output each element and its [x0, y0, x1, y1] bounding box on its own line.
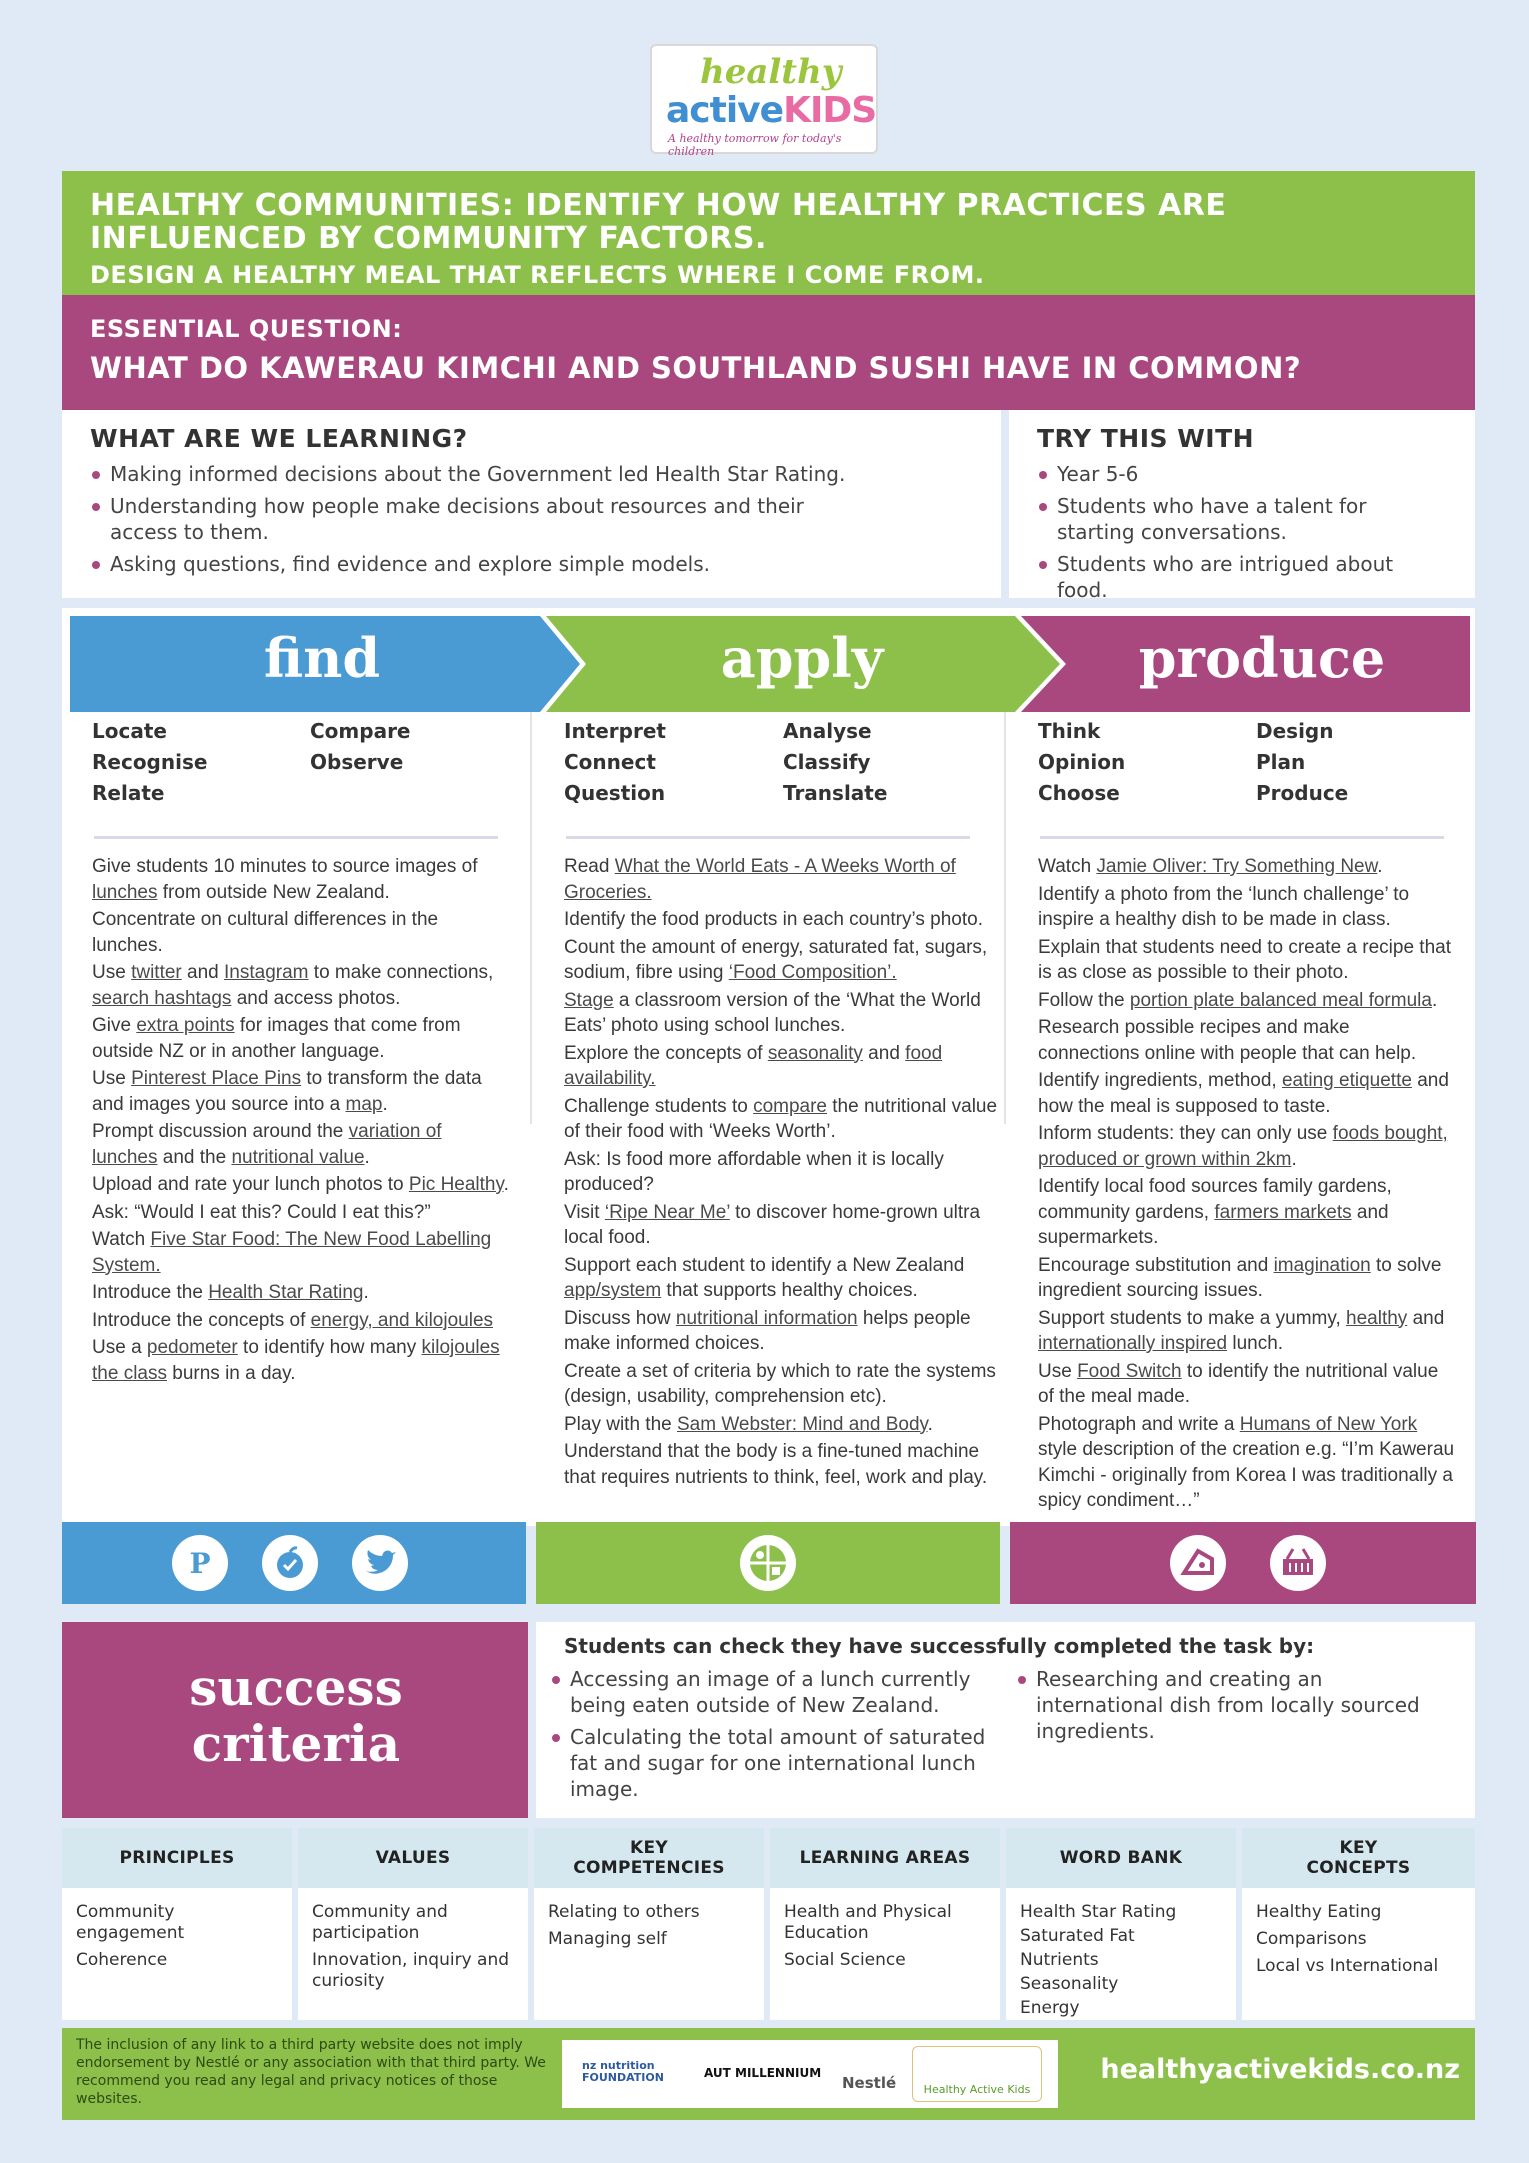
- activity-link[interactable]: energy, and kilojoules: [310, 1309, 494, 1331]
- activity-item: [1038, 1412, 1456, 1514]
- activity-item: [1038, 1306, 1456, 1357]
- activity-link[interactable]: Humans of New York: [1239, 1413, 1418, 1435]
- activity-link[interactable]: Health Star Rating: [208, 1282, 364, 1303]
- nz-nutrition-foundation-logo: nz nutrition FOUNDATION: [582, 2059, 664, 2084]
- find-apply-produce-section: [62, 608, 1475, 1526]
- activity-item: [92, 1335, 512, 1386]
- activity-text: .: [364, 1146, 370, 1168]
- activity-item: [1038, 988, 1456, 1014]
- activity-text: Concentrate on cultural differences in the lunches.: [92, 909, 439, 956]
- activity-item: [1038, 1174, 1456, 1251]
- activity-link[interactable]: Five Star Food: The New Food Labelling System.: [92, 1229, 492, 1276]
- list-item: Understanding how people make decisions about resources and their access to them.: [90, 493, 973, 545]
- activity-item: [564, 1359, 1000, 1410]
- try-this-box: [1009, 410, 1475, 602]
- activity-text: Discuss how: [564, 1307, 676, 1329]
- activity-link[interactable]: search hashtags: [92, 987, 232, 1009]
- page-subtitle: DESIGN A HEALTHY MEAL THAT REFLECTS WHERE I COME FROM.: [90, 261, 985, 289]
- produce-verbs-left: Think Opinion Choose: [1038, 719, 1126, 805]
- activity-item: [1038, 1253, 1456, 1304]
- activity-text: and: [181, 962, 225, 983]
- stage-label-produce: produce: [1138, 626, 1386, 690]
- activity-link[interactable]: extra points: [136, 1015, 235, 1036]
- logo-word-active-kids: activeKIDS: [666, 90, 877, 131]
- activity-text: Understand that the body is a fine-tuned machine that requires nutrients to think, feel, work and play.: [564, 1441, 988, 1488]
- table-header-key-concepts: KEY CONCEPTS: [1242, 1828, 1475, 1888]
- activity-text: from outside New Zealand.: [157, 881, 390, 903]
- activity-text: Prompt discussion around the: [92, 1121, 349, 1142]
- activity-item: [1038, 882, 1456, 933]
- activity-text: to identify how many: [237, 1337, 422, 1358]
- activity-item: [1038, 1359, 1456, 1410]
- activity-text: Inform students: they can only use: [1038, 1123, 1333, 1144]
- activity-item: [564, 1147, 1000, 1198]
- activity-item: [564, 1253, 1000, 1304]
- learning-box: [62, 410, 1001, 598]
- activity-text: the nutritional value of their food with ‘Weeks Worth’.: [564, 1095, 998, 1142]
- activity-link[interactable]: eating etiquette: [1281, 1070, 1412, 1091]
- activity-link[interactable]: compare: [753, 1095, 827, 1117]
- activity-text: Count the amount of energy, saturated fat, sugars, sodium, fibre using: [564, 936, 988, 983]
- activity-text: Give students 10 minutes to source images of: [92, 856, 478, 877]
- list-item: Year 5-6: [1037, 461, 1447, 487]
- activity-text: Visit: [564, 1201, 605, 1223]
- activity-link[interactable]: foods bought, produced or grown within 2km: [1038, 1123, 1448, 1170]
- pinterest-icon[interactable]: P: [172, 1535, 228, 1591]
- success-list-left: [550, 1666, 990, 1808]
- activity-text: Identify local food sources family gardens, community gardens,: [1038, 1176, 1392, 1223]
- activity-text: burns in a day.: [166, 1362, 296, 1384]
- activity-link[interactable]: Jamie Oliver: Try Something New: [1096, 856, 1378, 877]
- activity-link[interactable]: Sam Webster: Mind and Body: [677, 1413, 928, 1435]
- success-list-right: [1016, 1666, 1436, 1750]
- list-item: Asking questions, find evidence and explore simple models.: [90, 551, 973, 577]
- activity-link[interactable]: app/system: [564, 1280, 662, 1301]
- activity-link[interactable]: kilojoules the class: [92, 1337, 500, 1384]
- activity-text: and: [1407, 1307, 1445, 1329]
- activity-text: Ask: “Would I eat this? Could I eat this?”: [92, 1201, 431, 1223]
- separator: [566, 836, 970, 839]
- healthy-active-kids-footer-logo: Healthy Active Kids: [912, 2046, 1042, 2102]
- activity-link[interactable]: nutritional information: [675, 1307, 858, 1329]
- logo-word-healthy: healthy: [700, 52, 842, 92]
- success-criteria-box: [536, 1622, 1475, 1818]
- activity-item: [92, 1013, 512, 1064]
- activity-text: Introduce the: [92, 1282, 209, 1303]
- activity-text: Challenge students to: [564, 1095, 754, 1117]
- nestle-logo: Nestlé: [842, 2074, 897, 2092]
- try-this-list: [1037, 461, 1447, 603]
- website-link[interactable]: healthyactivekids.co.nz: [1100, 2054, 1460, 2085]
- activity-link[interactable]: internationally inspired: [1038, 1333, 1228, 1354]
- activity-text: Explain that students need to create a recipe that is as close as possible to their photo.: [1038, 936, 1451, 983]
- apply-verbs-left: Interpret Connect Question: [564, 719, 666, 805]
- find-activities: [92, 854, 512, 1388]
- activity-text: Support each student to identify a New Zealand: [564, 1254, 965, 1276]
- activity-text: Use: [1038, 1360, 1078, 1382]
- table-header-values: VALUES: [298, 1828, 528, 1888]
- activity-item: [92, 854, 512, 905]
- cheese-icon[interactable]: [1170, 1535, 1226, 1591]
- twitter-icon[interactable]: [352, 1535, 408, 1591]
- logo-tagline: A healthy tomorrow for today's children: [668, 132, 842, 158]
- activity-item: [92, 907, 512, 958]
- activity-text: that supports healthy choices.: [661, 1280, 918, 1301]
- activity-link[interactable]: imagination: [1273, 1254, 1371, 1276]
- activity-item: [92, 960, 512, 1011]
- table-cell-word-bank: Health Star Rating Saturated Fat Nutrients Seasonality Energy: [1006, 1888, 1236, 2020]
- separator: [94, 836, 498, 839]
- activity-text: .: [927, 1413, 933, 1435]
- healthy-active-kids-logo: [650, 44, 878, 158]
- activity-link[interactable]: ‘Ripe Near Me’: [604, 1201, 730, 1223]
- activity-text: for images that come from outside NZ or in another language.: [92, 1015, 461, 1062]
- table-cell-key-concepts: Healthy Eating Comparisons Local vs International: [1242, 1888, 1475, 2020]
- activity-text: Research possible recipes and make connections online with people that can help.: [1038, 1017, 1417, 1064]
- activity-text: to discover home-grown ultra local food.: [564, 1201, 981, 1248]
- activity-item: [92, 1227, 512, 1278]
- footer-disclaimer: The inclusion of any link to a third party website does not imply endorsement by Nestlé or any association with that third party. We recommend you read any legal and privacy notices of those websites.: [76, 2037, 546, 2107]
- activity-link[interactable]: What the World Eats - A Weeks Worth of Groceries.: [564, 856, 956, 903]
- activity-item: [564, 1094, 1000, 1145]
- activity-item: [564, 1200, 1000, 1251]
- curriculum-table: [62, 1828, 1475, 2020]
- activity-text: Play with the: [564, 1413, 677, 1435]
- activity-text: to solve ingredient sourcing issues.: [1038, 1254, 1442, 1301]
- find-verbs-left: Locate Recognise Relate: [92, 719, 208, 805]
- activity-text: Upload and rate your lunch photos to: [92, 1174, 409, 1195]
- activity-link[interactable]: portion plate balanced meal formula: [1129, 989, 1432, 1011]
- produce-verbs-right: Design Plan Produce: [1256, 719, 1349, 805]
- produce-icon-bar: [1010, 1522, 1476, 1604]
- activity-item: [564, 1306, 1000, 1357]
- activity-text: .: [1291, 1148, 1297, 1170]
- activity-text: .: [1431, 989, 1438, 1011]
- activity-item: [564, 1041, 1000, 1092]
- activity-text: Watch: [1038, 856, 1097, 877]
- activity-text: Support students to make a yummy,: [1038, 1307, 1347, 1329]
- activity-item: [92, 1172, 512, 1198]
- activity-text: to make connections,: [308, 962, 494, 983]
- activity-text: Follow the: [1038, 989, 1130, 1011]
- find-verbs-right: Compare Observe: [310, 719, 411, 774]
- list-item: Accessing an image of a lunch currently being eaten outside of New Zealand.: [550, 1666, 990, 1718]
- activity-link[interactable]: Instagram: [224, 962, 309, 983]
- activity-text: and the: [157, 1146, 232, 1168]
- table-cell-values: Community and participation Innovation, inquiry and curiosity: [298, 1888, 528, 2020]
- activity-text: style description of the creation e.g. “I’m Kawerau Kimchi - originally from Korea I was traditionally a spicy condiment…”: [1038, 1439, 1455, 1511]
- activity-text: Identify the food products in each country’s photo.: [564, 909, 983, 930]
- list-item: Making informed decisions about the Government led Health Star Rating.: [90, 461, 973, 487]
- activity-link[interactable]: seasonality: [767, 1042, 863, 1064]
- activity-text: Introduce the concepts of: [92, 1309, 311, 1331]
- list-item: Students who have a talent for starting conversations.: [1037, 493, 1447, 545]
- activity-item: [92, 1066, 512, 1117]
- activity-link[interactable]: Stage: [564, 989, 614, 1011]
- column-divider: [530, 712, 532, 1124]
- activity-link[interactable]: pedometer: [146, 1337, 238, 1358]
- activity-text: and: [862, 1042, 906, 1064]
- table-header-principles: PRINCIPLES: [62, 1828, 292, 1888]
- table-header-key-competencies: KEY COMPETENCIES: [534, 1828, 764, 1888]
- activity-item: [1038, 1015, 1456, 1066]
- list-item: Researching and creating an international dish from locally sourced ingredients.: [1016, 1666, 1436, 1744]
- stage-label-apply: apply: [720, 626, 884, 690]
- activity-item: [1038, 854, 1456, 880]
- produce-activities: [1038, 854, 1456, 1516]
- success-heading: Students can check they have successfully completed the task by:: [564, 1634, 1315, 1658]
- table-header-learning-areas: LEARNING AREAS: [770, 1828, 1000, 1888]
- activity-item: [92, 1119, 512, 1170]
- apply-activities: [564, 854, 1000, 1492]
- success-criteria-title: success criteria: [189, 1658, 403, 1773]
- activity-item: [1038, 935, 1456, 986]
- activity-item: [1038, 1121, 1456, 1172]
- activity-item: [564, 854, 1000, 905]
- separator: [1040, 836, 1444, 839]
- food-plate-icon[interactable]: [740, 1535, 796, 1591]
- try-this-heading: TRY THIS WITH: [1037, 424, 1255, 453]
- activity-text: to transform the data and images you source into a: [92, 1068, 482, 1115]
- activity-text: Use a: [92, 1337, 147, 1358]
- activity-item: [1038, 1068, 1456, 1119]
- activity-text: Read: [564, 856, 615, 877]
- page-title: HEALTHY COMMUNITIES: IDENTIFY HOW HEALTHY PRACTICES ARE INFLUENCED BY COMMUNITY FACTORS.: [90, 188, 1227, 256]
- essential-question-label: ESSENTIAL QUESTION:: [90, 315, 403, 343]
- activity-text: a classroom version of the ‘What the World Eats’ photo using school lunches.: [564, 989, 981, 1036]
- activity-link[interactable]: farmers markets: [1214, 1201, 1352, 1223]
- activity-link[interactable]: ‘Food Composition’.: [728, 962, 897, 983]
- apply-verbs-right: Analyse Classify Translate: [783, 719, 888, 805]
- activity-item: [564, 935, 1000, 986]
- activity-text: Give: [92, 1015, 137, 1036]
- activity-text: Use: [92, 962, 132, 983]
- basket-icon[interactable]: [1270, 1535, 1326, 1591]
- activity-link[interactable]: Food Switch: [1077, 1360, 1182, 1382]
- table-header-word-bank: WORD BANK: [1006, 1828, 1236, 1888]
- aut-millennium-logo: AUT MILLENNIUM: [704, 2066, 822, 2080]
- activity-text: .: [382, 1093, 388, 1115]
- activity-item: [564, 907, 1000, 933]
- find-icon-bar: [62, 1522, 526, 1604]
- stage-label-find: find: [263, 626, 381, 690]
- activity-text: to identify the nutritional value of the meal made.: [1038, 1360, 1439, 1407]
- activity-text: Encourage substitution and: [1038, 1254, 1274, 1276]
- activity-text: and supermarkets.: [1038, 1201, 1389, 1248]
- activity-text: Use: [92, 1068, 132, 1089]
- activity-link[interactable]: twitter: [131, 962, 182, 983]
- partner-logos: [562, 2040, 1058, 2108]
- activity-text: Ask: Is food more affordable when it is locally produced?: [564, 1148, 944, 1195]
- activity-link[interactable]: lunches: [92, 881, 158, 903]
- activity-text: helps people make informed choices.: [564, 1307, 971, 1354]
- activity-text: Photograph and write a: [1038, 1413, 1240, 1435]
- list-item: Calculating the total amount of saturated fat and sugar for one international lunch image.: [550, 1724, 990, 1802]
- activity-link[interactable]: healthy: [1346, 1307, 1408, 1329]
- activity-text: .: [503, 1174, 509, 1195]
- activity-item: [564, 1412, 1000, 1438]
- table-cell-key-competencies: Relating to others Managing self: [534, 1888, 764, 2020]
- activity-item: [564, 988, 1000, 1039]
- essential-question-band: [62, 295, 1475, 410]
- apply-icon-bar: [536, 1522, 1000, 1604]
- activity-link[interactable]: variation of lunches: [92, 1121, 442, 1168]
- activity-text: Explore the concepts of: [564, 1042, 768, 1064]
- activity-link[interactable]: Pinterest Place Pins: [131, 1068, 302, 1089]
- learning-list: [90, 461, 973, 577]
- list-item: Students who are intrigued about food.: [1037, 551, 1447, 603]
- learning-heading: WHAT ARE WE LEARNING?: [90, 424, 468, 453]
- title-band: [62, 171, 1475, 295]
- activity-link[interactable]: Pic Healthy: [408, 1174, 504, 1195]
- activity-text: .: [1377, 856, 1383, 877]
- activity-item: [564, 1439, 1000, 1490]
- activity-text: Watch: [92, 1229, 151, 1250]
- activity-text: Identify a photo from the ‘lunch challenge’ to inspire a healthy dish to be made in class.: [1038, 883, 1410, 930]
- apple-icon[interactable]: [262, 1535, 318, 1591]
- activity-link[interactable]: map: [345, 1093, 383, 1115]
- column-divider: [1004, 712, 1006, 1124]
- activity-item: [92, 1280, 512, 1306]
- activity-text: and access photos.: [231, 987, 401, 1009]
- activity-item: [92, 1308, 512, 1334]
- essential-question: WHAT DO KAWERAU KIMCHI AND SOUTHLAND SUSHI HAVE IN COMMON?: [90, 351, 1302, 385]
- activity-link[interactable]: food availability.: [564, 1042, 943, 1089]
- activity-text: lunch.: [1227, 1333, 1284, 1354]
- activity-link[interactable]: nutritional value: [231, 1146, 365, 1168]
- activity-text: .: [363, 1282, 369, 1303]
- activity-item: [92, 1200, 512, 1226]
- activity-text: Identify ingredients, method,: [1038, 1070, 1282, 1091]
- activity-text: and how the meal is supposed to taste.: [1038, 1070, 1449, 1117]
- table-cell-principles: Community engagement Coherence: [62, 1888, 292, 2020]
- table-cell-learning-areas: Health and Physical Education Social Science: [770, 1888, 1000, 2020]
- activity-text: Create a set of criteria by which to rate the systems (design, usability, comprehension etc).: [564, 1360, 996, 1407]
